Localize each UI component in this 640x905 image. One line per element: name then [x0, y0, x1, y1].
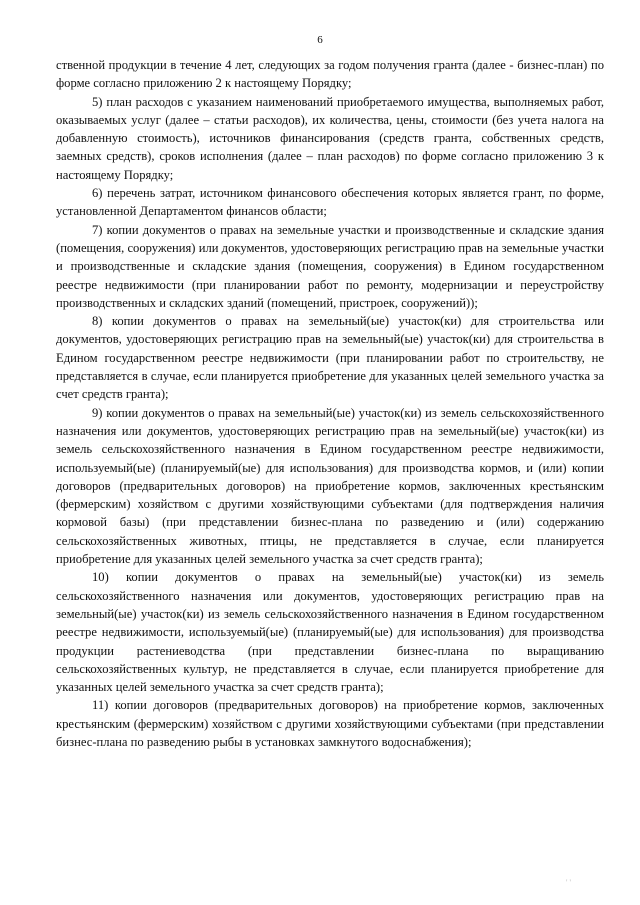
- list-item-10: 10) копии документов о правах на земельный(ые) участок(ки) из земель сельскохозяйственного назначения или документов, удостоверяющих регистрацию прав на земельный(ые) участок(ки) из земель сельскохозяйственного назначения в Едином государственном реестре недвижимости, используемый(ые) (планируемый(ые) для использования) для производства продукции растениеводства (при представлении бизнес-плана по выращиванию сельскохозяйственных культур, не представляется в случае, если планируется приобретение для указанных целей земельного участка за счет средств гранта);: [56, 570, 604, 695]
- list-item-11: 11) копии договоров (предварительных договоров) на приобретение кормов, заключенных крестьянским (фермерским) хозяйством с другими хозяйствующими субъектами (при представлении бизнес-плана по разведению рыбы в установках замкнутого водоснабжения);: [56, 698, 604, 749]
- list-item-8: 8) копии документов о правах на земельный(ые) участок(ки) для строительства или документов, удостоверяющих регистрацию прав на земельный(ые) участок(ки) для строительства в Едином государственном реестре недвижимости (при планировании работ по строительству, не представляется в случае, если планируется приобретение для указанных целей земельного участка за счет средств гранта);: [56, 314, 604, 402]
- paragraph-continuation: ственной продукции в течение 4 лет, следующих за годом получения гранта (далее - бизнес-план) по форме согласно приложению 2 к настоящему Порядку;: [56, 58, 604, 91]
- list-item-9: 9) копии документов о правах на земельный(ые) участок(ки) из земель сельскохозяйственного назначения или документов, удостоверяющих регистрацию прав на земельный(ые) участок(ки) из земель сельскохозяйственного назначения в Едином государственном реестре недвижимости, используемый(ые) (планируемый(ые) для использования) для производства кормов, и (или) копии договоров (предварительных договоров) на приобретение кормов, заключенных крестьянским (фермерским) хозяйством с другими хозяйствующими субъектами (для подтверждения наличия кормовой базы) (при представлении бизнес-плана по разведению и (или) содержанию сельскохозяйственных животных, птицы, не представляется в случае, если планируется приобретение для указанных целей земельного участка за счет средств гранта);: [56, 405, 604, 567]
- list-item-7: 7) копии документов о правах на земельные участки и производственные и складские здания (помещения, сооружения) или документов, удостоверяющих регистрацию прав на земельные участки и производственные и складские здания (помещения, сооружения) в Едином государственном реестре недвижимости (при планировании работ по ремонту, модернизации и переустройству производственных и складских зданий (помещений, пристроек, сооружений));: [56, 222, 604, 310]
- page-number: 6: [317, 34, 323, 46]
- list-item-5: 5) план расходов с указанием наименований приобретаемого имущества, выполняемых работ, оказываемых услуг (далее – статьи расходов), их количества, цены, стоимости (без учета налога на добавленную стоимость), источников финансирования (средств гранта, собственных средств, заемных средств), сроков исполнения (далее – план расходов) по форме согласно приложению 3 к настоящему Порядку;: [56, 94, 604, 182]
- scan-artifact: ' ': [566, 878, 571, 887]
- list-item-6: 6) перечень затрат, источником финансового обеспечения которых является грант, по форме, установленной Департаментом финансов области;: [56, 186, 604, 219]
- document-body: [56, 56, 604, 751]
